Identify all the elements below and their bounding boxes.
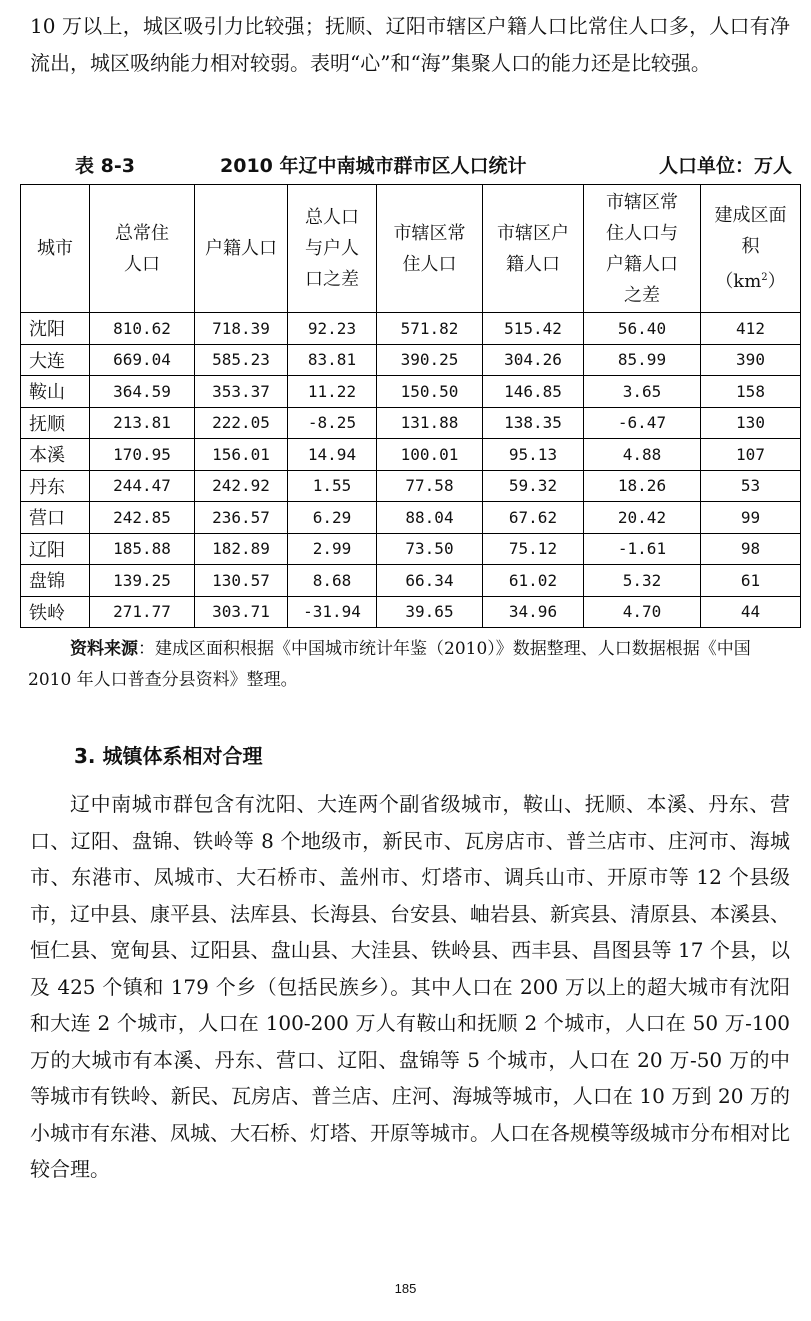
value-cell: 130.57 xyxy=(195,565,288,597)
value-cell: 182.89 xyxy=(195,533,288,565)
table-row xyxy=(21,596,801,628)
city-cell: 辽阳 xyxy=(21,533,90,565)
value-cell: 8.68 xyxy=(288,565,377,597)
source-text: ：建成区面积根据《中国城市统计年鉴（2010）》数据整理、人口数据根据《中国 2010 年人口普查分县资料》整理。 xyxy=(28,639,751,690)
value-cell: -8.25 xyxy=(288,407,377,439)
value-cell: 303.71 xyxy=(195,596,288,628)
value-cell: 59.32 xyxy=(483,470,584,502)
section-heading: 3. 城镇体系相对合理 xyxy=(74,744,263,768)
value-cell: 53 xyxy=(701,470,801,502)
value-cell: 14.94 xyxy=(288,439,377,471)
value-cell: 236.57 xyxy=(195,502,288,534)
value-cell: 571.82 xyxy=(377,313,483,345)
source-label: 资料来源 xyxy=(70,639,138,659)
value-cell: 92.23 xyxy=(288,313,377,345)
value-cell: 718.39 xyxy=(195,313,288,345)
value-cell: 4.88 xyxy=(584,439,701,471)
value-cell: -6.47 xyxy=(584,407,701,439)
header-diff: 总人口与户人口之差 xyxy=(288,185,377,313)
intro-paragraph: 10 万以上，城区吸引力比较强；抚顺、辽阳市辖区户籍人口比常住人口多，人口有净流出，城区吸纳能力相对较弱。表明“心”和“海”集聚人口的能力还是比较强。 xyxy=(30,14,790,75)
table-row xyxy=(21,313,801,345)
value-cell: 1.55 xyxy=(288,470,377,502)
value-cell: 44 xyxy=(701,596,801,628)
city-cell: 铁岭 xyxy=(21,596,90,628)
value-cell: 61.02 xyxy=(483,565,584,597)
page-number: 185 xyxy=(394,1281,417,1296)
value-cell: 73.50 xyxy=(377,533,483,565)
city-cell: 鞍山 xyxy=(21,376,90,408)
value-cell: 130 xyxy=(701,407,801,439)
table-title: 2010 年辽中南城市群市区人口统计 xyxy=(220,155,527,177)
value-cell: 242.85 xyxy=(90,502,195,534)
value-cell: -1.61 xyxy=(584,533,701,565)
value-cell: 67.62 xyxy=(483,502,584,534)
value-cell: 412 xyxy=(701,313,801,345)
source-note xyxy=(28,634,792,696)
value-cell: 34.96 xyxy=(483,596,584,628)
city-cell: 本溪 xyxy=(21,439,90,471)
value-cell: 244.47 xyxy=(90,470,195,502)
header-district-registered: 市辖区户籍人口 xyxy=(483,185,584,313)
table-unit: 人口单位：万人 xyxy=(658,155,792,177)
value-cell: 83.81 xyxy=(288,344,377,376)
value-cell: 98 xyxy=(701,533,801,565)
table-row xyxy=(21,533,801,565)
value-cell: -31.94 xyxy=(288,596,377,628)
city-cell: 盘锦 xyxy=(21,565,90,597)
population-table xyxy=(20,184,801,628)
value-cell: 99 xyxy=(701,502,801,534)
city-cell: 沈阳 xyxy=(21,313,90,345)
value-cell: 20.42 xyxy=(584,502,701,534)
value-cell: 139.25 xyxy=(90,565,195,597)
value-cell: 138.35 xyxy=(483,407,584,439)
value-cell: 364.59 xyxy=(90,376,195,408)
table-row xyxy=(21,344,801,376)
table-row xyxy=(21,439,801,471)
value-cell: 390 xyxy=(701,344,801,376)
value-cell: 95.13 xyxy=(483,439,584,471)
body-paragraph: 辽中南城市群包含有沈阳、大连两个副省级城市，鞍山、抚顺、本溪、丹东、营口、辽阳、盘锦、铁岭等 8 个地级市，新民市、瓦房店市、普兰店市、庄河市、海城市、东港市、凤城市、大石桥市、盖州市、灯塔市、调兵山市、开原市等 12 个县级市，辽中县、康平县、法库县、长海县、台安县、岫岩县、新宾县、清原县、本溪县、恒仁县、宽甸县、辽阳县、盘山县、大洼县、铁岭县、西丰县、昌图县等 17 个县，以及 425 个镇和 179 个乡（包括民族乡）。其中人口在 200 万以上的超大城市有沈阳和大连 2 个城市，人口在 100-200 万人有鞍山和抚顺 2 个城市，人口在 50 万-100 万的大城市有本溪、丹东、营口、辽阳、盘锦等 5 个城市，人口在 20 万-50 万的中等城市有铁岭、新民、瓦房店、普兰店、庄河、海城等城市，人口在 10 万到 20 万的小城市有东港、凤城、大石桥、灯塔、开原等城市。人口在各规模等级城市分布相对比较合理。 xyxy=(30,792,790,1181)
value-cell: 213.81 xyxy=(90,407,195,439)
value-cell: 61 xyxy=(701,565,801,597)
value-cell: 353.37 xyxy=(195,376,288,408)
value-cell: 4.70 xyxy=(584,596,701,628)
value-cell: 304.26 xyxy=(483,344,584,376)
value-cell: 66.34 xyxy=(377,565,483,597)
value-cell: 271.77 xyxy=(90,596,195,628)
value-cell: 669.04 xyxy=(90,344,195,376)
value-cell: 390.25 xyxy=(377,344,483,376)
header-city: 城市 xyxy=(21,185,90,313)
value-cell: 77.58 xyxy=(377,470,483,502)
table-header-row xyxy=(21,185,801,313)
table-row xyxy=(21,407,801,439)
value-cell: 107 xyxy=(701,439,801,471)
value-cell: 85.99 xyxy=(584,344,701,376)
value-cell: 810.62 xyxy=(90,313,195,345)
city-cell: 抚顺 xyxy=(21,407,90,439)
value-cell: 3.65 xyxy=(584,376,701,408)
city-cell: 大连 xyxy=(21,344,90,376)
header-district-diff: 市辖区常住人口与户籍人口之差 xyxy=(584,185,701,313)
table-caption xyxy=(20,151,800,181)
value-cell: 146.85 xyxy=(483,376,584,408)
value-cell: 242.92 xyxy=(195,470,288,502)
city-cell: 营口 xyxy=(21,502,90,534)
value-cell: 515.42 xyxy=(483,313,584,345)
header-registered: 户籍人口 xyxy=(195,185,288,313)
value-cell: 222.05 xyxy=(195,407,288,439)
header-district-resident: 市辖区常住人口 xyxy=(377,185,483,313)
value-cell: 585.23 xyxy=(195,344,288,376)
value-cell: 88.04 xyxy=(377,502,483,534)
city-cell: 丹东 xyxy=(21,470,90,502)
value-cell: 56.40 xyxy=(584,313,701,345)
value-cell: 39.65 xyxy=(377,596,483,628)
table-row xyxy=(21,565,801,597)
table-row xyxy=(21,470,801,502)
table-row xyxy=(21,502,801,534)
table-number: 表 8-3 xyxy=(75,155,135,177)
value-cell: 150.50 xyxy=(377,376,483,408)
value-cell: 75.12 xyxy=(483,533,584,565)
value-cell: 6.29 xyxy=(288,502,377,534)
value-cell: 170.95 xyxy=(90,439,195,471)
table-row xyxy=(21,376,801,408)
value-cell: 158 xyxy=(701,376,801,408)
value-cell: 11.22 xyxy=(288,376,377,408)
value-cell: 156.01 xyxy=(195,439,288,471)
value-cell: 185.88 xyxy=(90,533,195,565)
value-cell: 2.99 xyxy=(288,533,377,565)
value-cell: 100.01 xyxy=(377,439,483,471)
header-area: 建成区面积$(km^2)$ xyxy=(701,185,801,313)
header-total-resident: 总常住人口 xyxy=(90,185,195,313)
value-cell: 18.26 xyxy=(584,470,701,502)
value-cell: 5.32 xyxy=(584,565,701,597)
value-cell: 131.88 xyxy=(377,407,483,439)
